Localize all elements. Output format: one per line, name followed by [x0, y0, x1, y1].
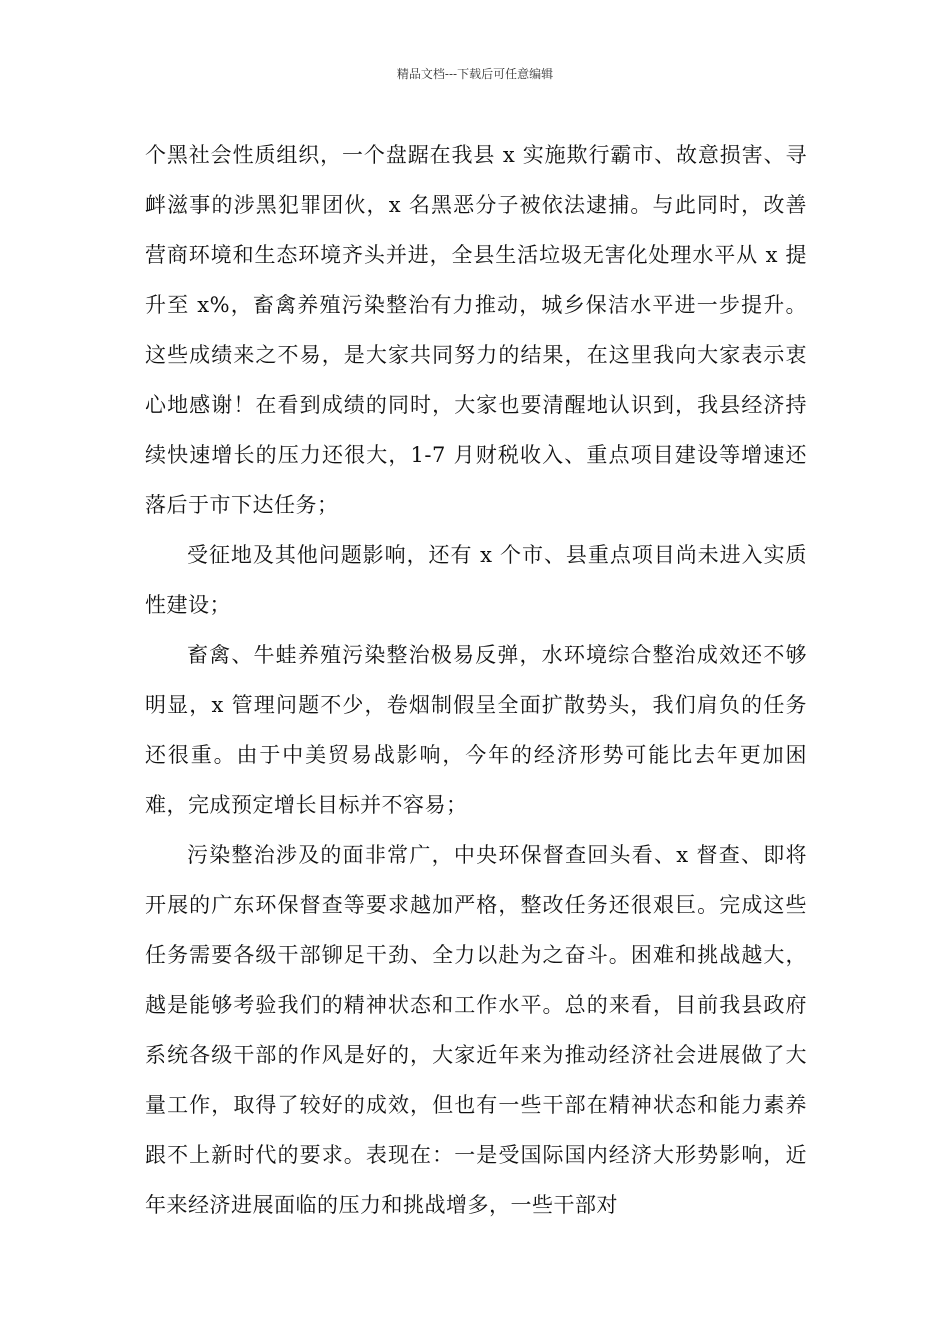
document-body [145, 130, 807, 1230]
paragraph: 畜禽、牛蛙养殖污染整治极易反弹，水环境综合整治成效还不够明显，x 管理问题不少，卷烟制假呈全面扩散势头，我们肩负的任务还很重。由于中美贸易战影响，今年的经济形势可能比去年更加困难，完成预定增长目标并不容易； [145, 643, 807, 817]
paragraph: 个黑社会性质组织，一个盘踞在我县 x 实施欺行霸市、故意损害、寻衅滋事的涉黑犯罪团伙，x 名黑恶分子被依法逮捕。与此同时，改善营商环境和生态环境齐头并进，全县生活垃圾无害化处理水平从 x 提升至 x%，畜禽养殖污染整治有力推动，城乡保洁水平进一步提升。这些成绩来之不易，是大家共同努力的结果，在这里我向大家表示衷心地感谢！在看到成绩的同时，大家也要清醒地认识到，我县经济持续快速增长的压力还很大，1-7 月财税收入、重点项目建设等增速还落后于市下达任务； [145, 143, 807, 517]
page-header: 精品文档---下载后可任意编辑 [396, 67, 554, 81]
paragraph: 污染整治涉及的面非常广，中央环保督查回头看、x 督查、即将开展的广东环保督查等要求越加严格，整改任务还很艰巨。完成这些任务需要各级干部铆足干劲、全力以赴为之奋斗。困难和挑战越大，越是能够考验我们的精神状态和工作水平。总的来看，目前我县政府系统各级干部的作风是好的，大家近年来为推动经济社会进展做了大量工作，取得了较好的成效，但也有一些干部在精神状态和能力素养跟不上新时代的要求。表现在：一是受国际国内经济大形势影响，近年来经济进展面临的压力和挑战增多，一些干部对 [145, 843, 807, 1217]
paragraph: 受征地及其他问题影响，还有 x 个市、县重点项目尚未进入实质性建设； [145, 543, 807, 617]
